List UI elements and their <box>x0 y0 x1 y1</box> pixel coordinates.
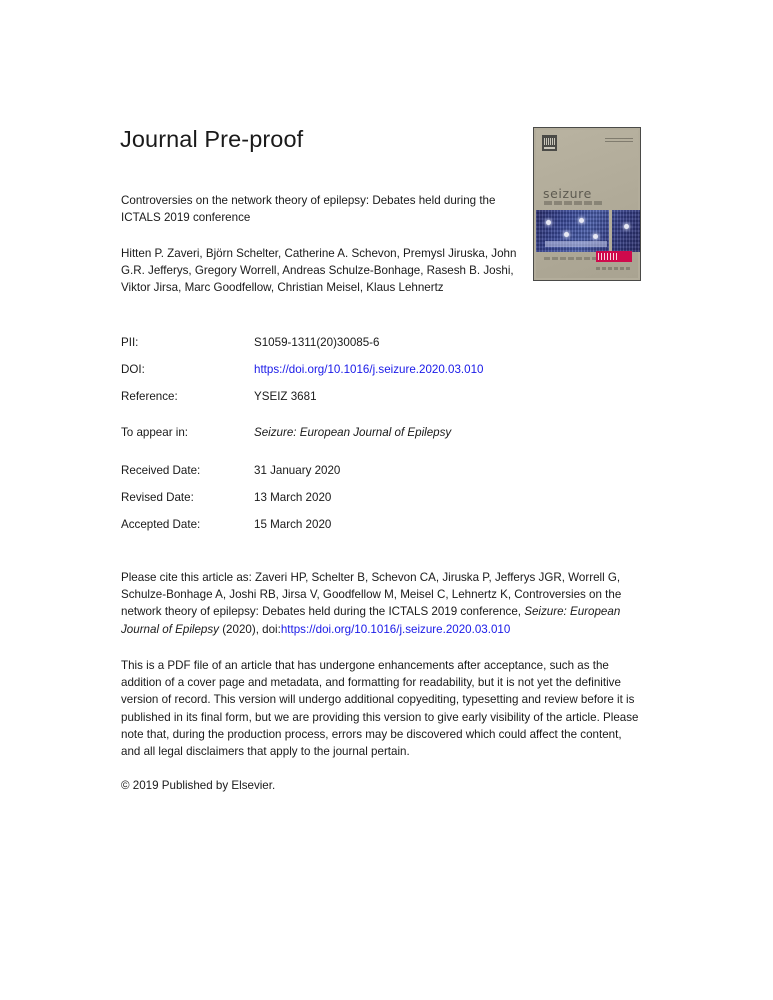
identifier-block <box>121 336 641 417</box>
elsevier-tree-logo-icon <box>542 135 557 151</box>
citation-journal-name: Seizure: European Journal of Epilepsy <box>121 605 621 636</box>
metadata-label: Accepted Date: <box>121 518 201 531</box>
metadata-value-received-date: 31 January 2020 <box>254 464 341 477</box>
cover-caption-text <box>545 241 607 247</box>
citation-paragraph <box>121 569 649 638</box>
metadata-label: DOI: <box>121 363 145 376</box>
cover-badge-caption-text <box>596 267 632 270</box>
cover-artwork-divider <box>609 210 612 252</box>
metadata-value-revised-date: 13 March 2020 <box>254 491 332 504</box>
cover-artwork-band <box>536 210 641 252</box>
journal-name: Seizure: European Journal of Epilepsy <box>254 426 452 439</box>
journal-wordmark: seizure <box>543 186 592 201</box>
disclaimer-paragraph: This is a PDF file of an article that has undergone enhancements after acceptance, such as the addition of a cover page and metadata, and formatting for readability, but it is not yet the definitive version of record. This version will undergo additional copyediting, typesetting and review before it is published in its final form, but we are providing this version to give early visibility of the article. Please note that, during the production process, errors may be discovered which could affect the content, and all legal disclaimers that apply to the journal pertain. <box>121 659 639 759</box>
metadata-label: Revised Date: <box>121 491 194 504</box>
metadata-row-received-date <box>121 464 641 491</box>
copyright-notice: © 2019 Published by Elsevier. <box>121 779 276 792</box>
citation-year-text: (2020), doi: <box>218 622 281 636</box>
artwork-node-icon <box>564 232 569 237</box>
citation-lead-text: Please cite this article as: Zaveri HP, Schelter B, Schevon CA, Jiruska P, Jefferys JGR, Worrell G, Schulze-Bonhage A, Joshi RB, Jirsa V, Goodfellow M, Meisel C, Lehnertz K, Controversies on the network theory of epilepsy: Debates held during the ICTALS 2019 conference, <box>121 571 622 619</box>
metadata-row-reference <box>121 390 641 417</box>
metadata-row-pii <box>121 336 641 363</box>
metadata-label: Reference: <box>121 390 178 403</box>
artwork-node-icon <box>546 220 551 225</box>
cover-background <box>536 130 638 278</box>
artwork-node-icon <box>579 218 584 223</box>
artwork-node-icon <box>593 234 598 239</box>
metadata-value-pii: S1059-1311(20)30085-6 <box>254 336 380 349</box>
metadata-label: Received Date: <box>121 464 201 477</box>
citation-doi-link[interactable]: https://doi.org/10.1016/j.seizure.2020.03.010 <box>280 622 511 636</box>
metadata-row-revised-date <box>121 491 641 518</box>
article-title: Controversies on the network theory of epilepsy: Debates held during the ICTALS 2019 conference <box>121 194 496 224</box>
appear-in-block <box>121 426 641 453</box>
metadata-row-appear-in <box>121 426 641 453</box>
page-title: Journal Pre-proof <box>120 126 304 152</box>
journal-subtitle-text <box>544 201 604 205</box>
metadata-label: PII: <box>121 336 139 349</box>
metadata-value-reference: YSEIZ 3681 <box>254 390 317 403</box>
metadata-row-accepted-date <box>121 518 641 545</box>
cover-issue-info-text <box>605 136 633 142</box>
author-list: Hitten P. Zaveri, Björn Schelter, Catherine A. Schevon, Premysl Jiruska, John G.R. Jefferys, Gregory Worrell, Andreas Schulze-Bonhage, Rasesh B. Joshi, Viktor Jirsa, Marc Goodfellow, Christian Meisel, Klaus Lehnertz <box>121 247 517 294</box>
journal-cover-thumbnail <box>533 127 641 281</box>
metadata-row-doi <box>121 363 641 390</box>
dates-block <box>121 464 641 545</box>
artwork-node-icon <box>624 224 629 229</box>
cover-footer-text <box>544 257 602 260</box>
metadata-value-accepted-date: 15 March 2020 <box>254 518 332 531</box>
elsevier-badge-icon <box>596 251 632 262</box>
doi-link[interactable]: https://doi.org/10.1016/j.seizure.2020.03.010 <box>254 363 484 376</box>
metadata-label: To appear in: <box>121 426 189 439</box>
